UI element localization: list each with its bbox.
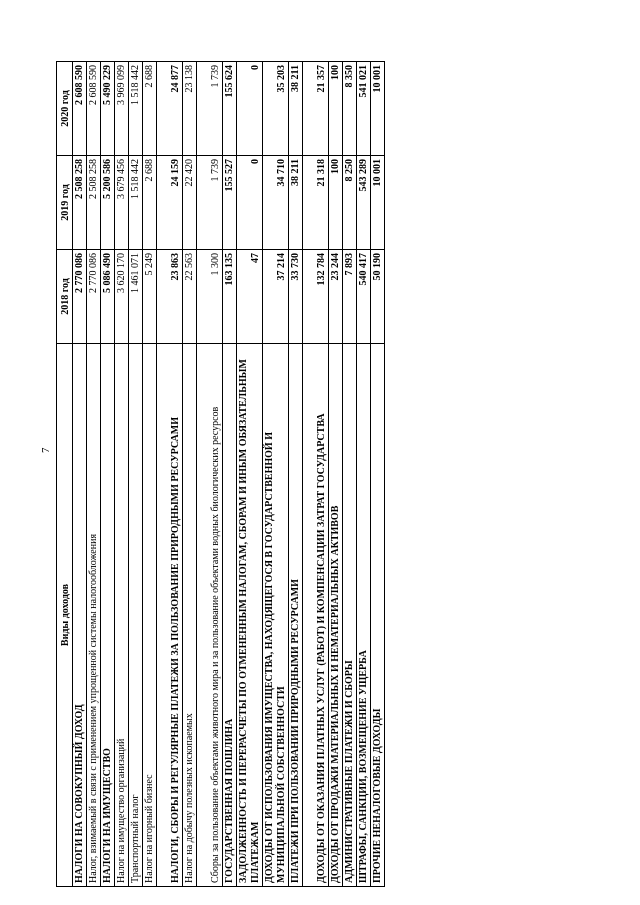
value-2018: 47	[237, 250, 263, 344]
value-2019: 2 508 258	[73, 156, 87, 250]
table-row	[101, 62, 115, 887]
value-2020: 2 688	[143, 62, 157, 156]
value-2018: 1 300	[197, 250, 223, 344]
rotated-table-container	[56, 62, 438, 887]
value-2018: 540 417	[357, 250, 371, 344]
value-2018: 23 863	[157, 250, 183, 344]
table-row	[73, 62, 87, 887]
value-2019: 0	[237, 156, 263, 250]
value-2020: 2 608 590	[87, 62, 101, 156]
value-2020: 100	[329, 62, 343, 156]
value-2018: 132 784	[303, 250, 329, 344]
header-2020: 2020 год	[57, 62, 73, 156]
row-label: Сборы за пользование объектами животного мира и за пользование объектами водных биологических ресурсов	[197, 344, 223, 887]
header-2018: 2018 год	[57, 250, 73, 344]
value-2019: 3 679 456	[115, 156, 129, 250]
value-2020: 35 203	[263, 62, 289, 156]
value-2019: 38 211	[289, 156, 303, 250]
value-2019: 1 739	[197, 156, 223, 250]
row-label: ЗАДОЛЖЕННОСТЬ И ПЕРЕРАСЧЕТЫ ПО ОТМЕНЕННЫМ НАЛОГАМ, СБОРАМ И ИНЫМ ОБЯЗАТЕЛЬНЫМ ПЛАТЕЖАМ	[237, 344, 263, 887]
table-row	[289, 62, 303, 887]
value-2019: 155 527	[223, 156, 237, 250]
table-row	[129, 62, 143, 887]
row-label: Налог на игорный бизнес	[143, 344, 157, 887]
value-2018: 7 893	[343, 250, 357, 344]
value-2020: 8 350	[343, 62, 357, 156]
value-2018: 163 135	[223, 250, 237, 344]
value-2018: 1 461 071	[129, 250, 143, 344]
row-label: НАЛОГИ НА СОВОКУПНЫЙ ДОХОД	[73, 344, 87, 887]
value-2020: 24 877	[157, 62, 183, 156]
value-2019: 22 420	[183, 156, 197, 250]
value-2020: 155 624	[223, 62, 237, 156]
row-label: ДОХОДЫ ОТ ПРОДАЖИ МАТЕРИАЛЬНЫХ И НЕМАТЕРИАЛЬНЫХ АКТИВОВ	[329, 344, 343, 887]
value-2018: 33 730	[289, 250, 303, 344]
table-row	[329, 62, 343, 887]
value-2020: 1 739	[197, 62, 223, 156]
value-2019: 34 710	[263, 156, 289, 250]
table-row	[115, 62, 129, 887]
row-label: ШТРАФЫ, САНКЦИИ, ВОЗМЕЩЕНИЕ УЩЕРБА	[357, 344, 371, 887]
value-2019: 100	[329, 156, 343, 250]
table-row	[357, 62, 371, 887]
value-2018: 2 770 086	[73, 250, 87, 344]
table-row	[303, 62, 329, 887]
row-label: Налог, взимаемый в связи с применением упрощенной системы налогообложения	[87, 344, 101, 887]
value-2018: 37 214	[263, 250, 289, 344]
row-label: Налог на добычу полезных ископаемых	[183, 344, 197, 887]
value-2019: 5 200 586	[101, 156, 115, 250]
value-2020: 2 608 590	[73, 62, 87, 156]
value-2020: 1 518 442	[129, 62, 143, 156]
row-label: ПЛАТЕЖИ ПРИ ПОЛЬЗОВАНИИ ПРИРОДНЫМИ РЕСУРСАМИ	[289, 344, 303, 887]
value-2019: 21 318	[303, 156, 329, 250]
value-2018: 3 620 170	[115, 250, 129, 344]
value-2020: 10 001	[371, 62, 385, 156]
table-row	[343, 62, 357, 887]
value-2018: 2 770 086	[87, 250, 101, 344]
value-2020: 5 490 229	[101, 62, 115, 156]
row-label: ДОХОДЫ ОТ ОКАЗАНИЯ ПЛАТНЫХ УСЛУГ (РАБОТ) И КОМПЕНСАЦИИ ЗАТРАТ ГОСУДАРСТВА	[303, 344, 329, 887]
row-label: ГОСУДАРСТВЕННАЯ ПОШЛИНА	[223, 344, 237, 887]
row-label: НАЛОГИ НА ИМУЩЕСТВО	[101, 344, 115, 887]
row-label: Налог на имущество организаций	[115, 344, 129, 887]
value-2019: 24 159	[157, 156, 183, 250]
value-2019: 10 001	[371, 156, 385, 250]
value-2020: 23 138	[183, 62, 197, 156]
table-row	[87, 62, 101, 887]
value-2019: 2 508 258	[87, 156, 101, 250]
table-row	[157, 62, 183, 887]
value-2020: 38 211	[289, 62, 303, 156]
value-2018: 50 190	[371, 250, 385, 344]
table-row	[237, 62, 263, 887]
value-2018: 5 086 490	[101, 250, 115, 344]
table-row	[371, 62, 385, 887]
row-label: ПРОЧИЕ НЕНАЛОГОВЫЕ ДОХОДЫ	[371, 344, 385, 887]
table-row	[143, 62, 157, 887]
table-row	[197, 62, 223, 887]
value-2019: 2 688	[143, 156, 157, 250]
header-2019: 2019 год	[57, 156, 73, 250]
value-2018: 22 563	[183, 250, 197, 344]
value-2020: 21 357	[303, 62, 329, 156]
table-body	[73, 62, 385, 887]
value-2019: 1 518 442	[129, 156, 143, 250]
value-2020: 3 969 099	[115, 62, 129, 156]
table-row	[223, 62, 237, 887]
row-label: НАЛОГИ, СБОРЫ И РЕГУЛЯРНЫЕ ПЛАТЕЖИ ЗА ПОЛЬЗОВАНИЕ ПРИРОДНЫМИ РЕСУРСАМИ	[157, 344, 183, 887]
value-2019: 8 250	[343, 156, 357, 250]
row-label: АДМИНИСТРАТИВНЫЕ ПЛАТЕЖИ И СБОРЫ	[343, 344, 357, 887]
table-header-row	[57, 62, 73, 887]
row-label: Транспортный налог	[129, 344, 143, 887]
value-2018: 5 249	[143, 250, 157, 344]
row-label: ДОХОДЫ ОТ ИСПОЛЬЗОВАНИЯ ИМУЩЕСТВА, НАХОДЯЩЕГОСЯ В ГОСУДАРСТВЕННОЙ И МУНИЦИПАЛЬНОЙ СОБСТВЕННОСТИ	[263, 344, 289, 887]
value-2020: 541 021	[357, 62, 371, 156]
value-2019: 543 289	[357, 156, 371, 250]
table-row	[263, 62, 289, 887]
revenue-table	[56, 61, 385, 887]
page-number: 7	[40, 447, 52, 453]
value-2020: 0	[237, 62, 263, 156]
table-row	[183, 62, 197, 887]
header-revenue-type: Виды доходов	[57, 344, 73, 887]
value-2018: 23 244	[329, 250, 343, 344]
